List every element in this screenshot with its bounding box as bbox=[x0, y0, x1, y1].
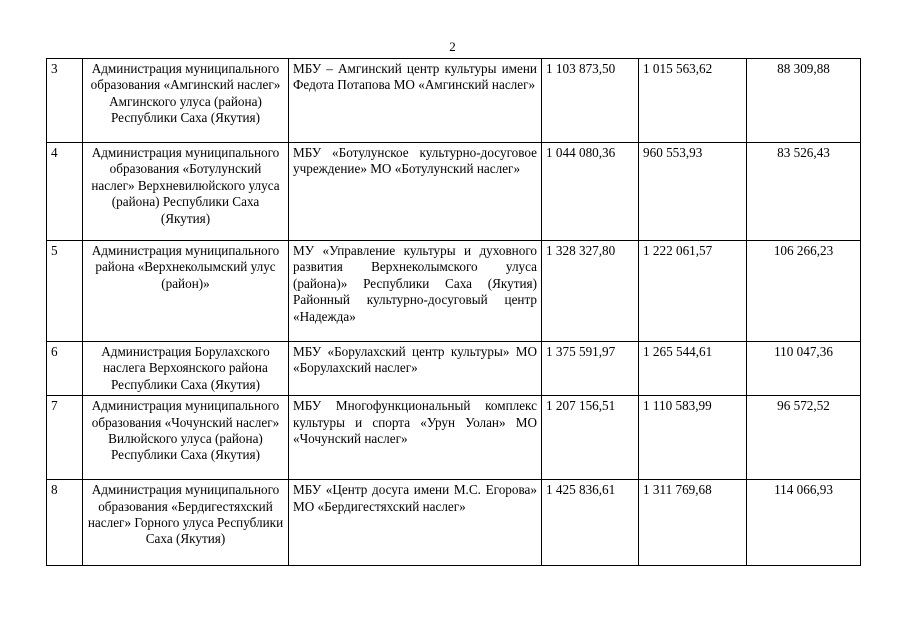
administration-cell: Администрация муниципального образования «Амгинский наслег» Амгинского улуса (района) Республики Саха (Якутия) bbox=[83, 59, 289, 143]
institution-cell: МБУ «Борулахский центр культуры» МО «Борулахский наслег» bbox=[289, 342, 542, 396]
amount-cell: 1 265 544,61 bbox=[639, 342, 747, 396]
table-row bbox=[47, 59, 861, 143]
table-row bbox=[47, 342, 861, 396]
institution-cell: МБУ «Ботулунское культурно-досуговое учреждение» МО «Ботулунский наслег» bbox=[289, 143, 542, 241]
difference-cell: 110 047,36 bbox=[747, 342, 861, 396]
administration-cell: Администрация муниципального образования «Ботулунский наслег» Верхневилюйского улуса (района) Республики Саха (Якутия) bbox=[83, 143, 289, 241]
administration-cell: Администрация муниципального образования «Бердигестяхский наслег» Горного улуса Республики Саха (Якутия) bbox=[83, 480, 289, 566]
administration-cell: Администрация муниципального района «Верхнеколымский улус (район)» bbox=[83, 241, 289, 342]
table-row bbox=[47, 396, 861, 480]
amount-cell: 1 044 080,36 bbox=[542, 143, 639, 241]
budget-table bbox=[46, 58, 861, 566]
row-number: 5 bbox=[47, 241, 83, 342]
difference-cell: 114 066,93 bbox=[747, 480, 861, 566]
row-number: 8 bbox=[47, 480, 83, 566]
institution-cell: МБУ – Амгинский центр культуры имени Федота Потапова МО «Амгинский наслег» bbox=[289, 59, 542, 143]
amount-cell: 1 207 156,51 bbox=[542, 396, 639, 480]
institution-cell: МУ «Управление культуры и духовного развития Верхнеколымского улуса (района)» Республики Саха (Якутия) Районный культурно-досуговый центр «Надежда» bbox=[289, 241, 542, 342]
row-number: 4 bbox=[47, 143, 83, 241]
amount-cell: 1 328 327,80 bbox=[542, 241, 639, 342]
row-number: 6 bbox=[47, 342, 83, 396]
row-number: 7 bbox=[47, 396, 83, 480]
table-row bbox=[47, 241, 861, 342]
amount-cell: 960 553,93 bbox=[639, 143, 747, 241]
amount-cell: 1 222 061,57 bbox=[639, 241, 747, 342]
administration-cell: Администрация муниципального образования «Чочунский наслег» Вилюйского улуса (района) Республики Саха (Якутия) bbox=[83, 396, 289, 480]
amount-cell: 1 425 836,61 bbox=[542, 480, 639, 566]
amount-cell: 1 110 583,99 bbox=[639, 396, 747, 480]
institution-cell: МБУ Многофункциональный комплекс культуры и спорта «Урун Уолан» МО «Чочунский наслег» bbox=[289, 396, 542, 480]
difference-cell: 88 309,88 bbox=[747, 59, 861, 143]
amount-cell: 1 311 769,68 bbox=[639, 480, 747, 566]
difference-cell: 106 266,23 bbox=[747, 241, 861, 342]
table-row bbox=[47, 480, 861, 566]
page-number: 2 bbox=[449, 39, 456, 54]
amount-cell: 1 103 873,50 bbox=[542, 59, 639, 143]
table-row bbox=[47, 143, 861, 241]
amount-cell: 1 375 591,97 bbox=[542, 342, 639, 396]
row-number: 3 bbox=[47, 59, 83, 143]
institution-cell: МБУ «Центр досуга имени М.С. Егорова» МО «Бердигестяхский наслег» bbox=[289, 480, 542, 566]
administration-cell: Администрация Борулахского наслега Верхоянского района Республики Саха (Якутия) bbox=[83, 342, 289, 396]
amount-cell: 1 015 563,62 bbox=[639, 59, 747, 143]
difference-cell: 96 572,52 bbox=[747, 396, 861, 480]
difference-cell: 83 526,43 bbox=[747, 143, 861, 241]
